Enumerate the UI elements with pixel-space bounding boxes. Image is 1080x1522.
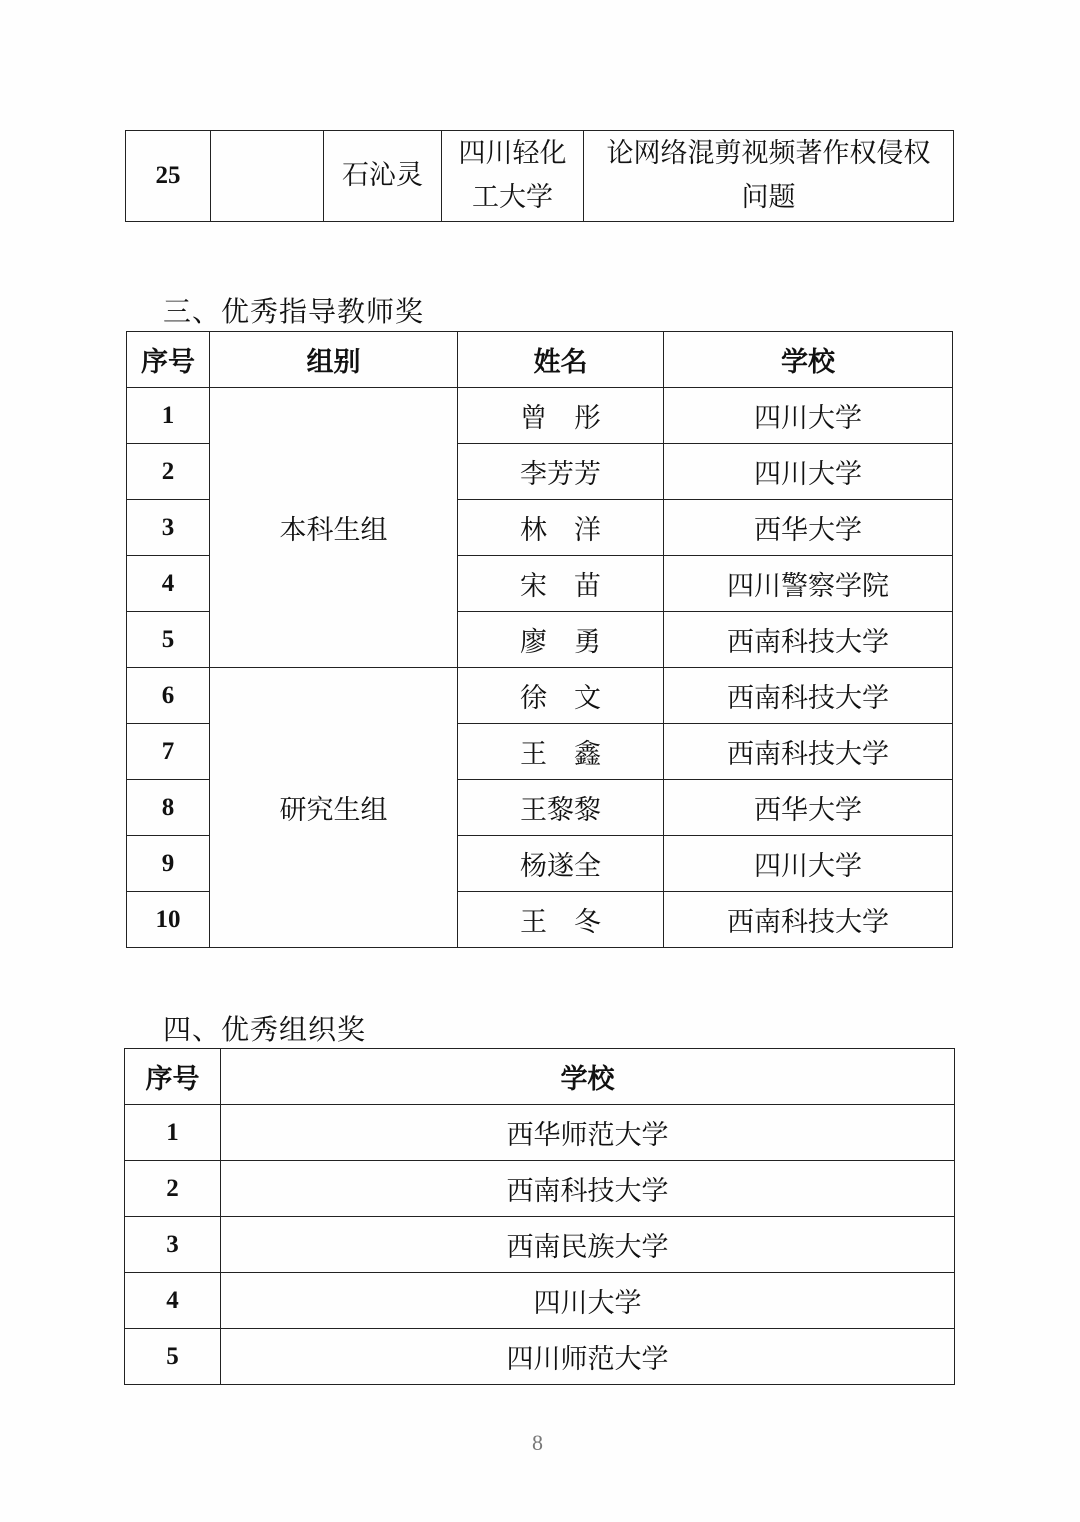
row-school: 西华师范大学 [221,1105,955,1161]
row-index: 7 [127,724,210,780]
row-school: 四川大学 [664,836,953,892]
row-school: 西南科技大学 [664,612,953,668]
row-name: 徐 文 [458,668,664,724]
row-name: 宋 苗 [458,556,664,612]
row-name: 石沁灵 [324,131,442,222]
row-name: 李芳芳 [458,444,664,500]
row-index: 9 [127,836,210,892]
table-row [125,1217,955,1273]
table-header-row [125,1049,955,1105]
row-school: 西南民族大学 [221,1217,955,1273]
row-name: 林 洋 [458,500,664,556]
table-header-row [127,332,953,388]
row-name: 王黎黎 [458,780,664,836]
table-row [126,131,954,222]
header-school: 学校 [221,1049,955,1105]
header-index: 序号 [127,332,210,388]
row-index: 3 [127,500,210,556]
section-title-teacher-award: 三、优秀指导教师奖 [163,295,425,328]
row-school: 西南科技大学 [664,724,953,780]
row-index: 6 [127,668,210,724]
row-index: 10 [127,892,210,948]
row-name: 廖 勇 [458,612,664,668]
row-index: 2 [125,1161,221,1217]
row-index: 25 [126,131,211,222]
page-number: 8 [532,1430,543,1455]
row-school: 四川轻化工大学 [442,131,584,222]
row-school: 四川警察学院 [664,556,953,612]
row-index: 3 [125,1217,221,1273]
header-school: 学校 [664,332,953,388]
row-index: 5 [127,612,210,668]
table-row [125,1105,955,1161]
section-title-organization-award: 四、优秀组织奖 [163,1013,367,1046]
row-index: 4 [125,1273,221,1329]
teacher-award-table [126,331,953,948]
row-school: 四川师范大学 [221,1329,955,1385]
table-row [127,388,953,444]
table-row [125,1273,955,1329]
row-paper-title: 论网络混剪视频著作权侵权问题 [584,131,954,222]
row-school: 西华大学 [664,500,953,556]
table-row [127,668,953,724]
row-index: 4 [127,556,210,612]
row-name: 王 冬 [458,892,664,948]
group-graduate: 研究生组 [210,668,458,948]
row-group [211,131,324,222]
row-index: 2 [127,444,210,500]
row-name: 王 鑫 [458,724,664,780]
table-row [125,1161,955,1217]
row-name: 曾 彤 [458,388,664,444]
header-index: 序号 [125,1049,221,1105]
header-group: 组别 [210,332,458,388]
row-index: 5 [125,1329,221,1385]
row-school: 四川大学 [664,444,953,500]
award-table-continued [125,130,954,222]
row-index: 8 [127,780,210,836]
header-name: 姓名 [458,332,664,388]
table-row [125,1329,955,1385]
row-school: 四川大学 [664,388,953,444]
row-school: 西南科技大学 [221,1161,955,1217]
group-undergraduate: 本科生组 [210,388,458,668]
row-school: 四川大学 [221,1273,955,1329]
row-index: 1 [125,1105,221,1161]
row-school: 西南科技大学 [664,892,953,948]
row-school: 西南科技大学 [664,668,953,724]
organization-award-table [124,1048,955,1385]
row-index: 1 [127,388,210,444]
row-name: 杨遂全 [458,836,664,892]
row-school: 西华大学 [664,780,953,836]
